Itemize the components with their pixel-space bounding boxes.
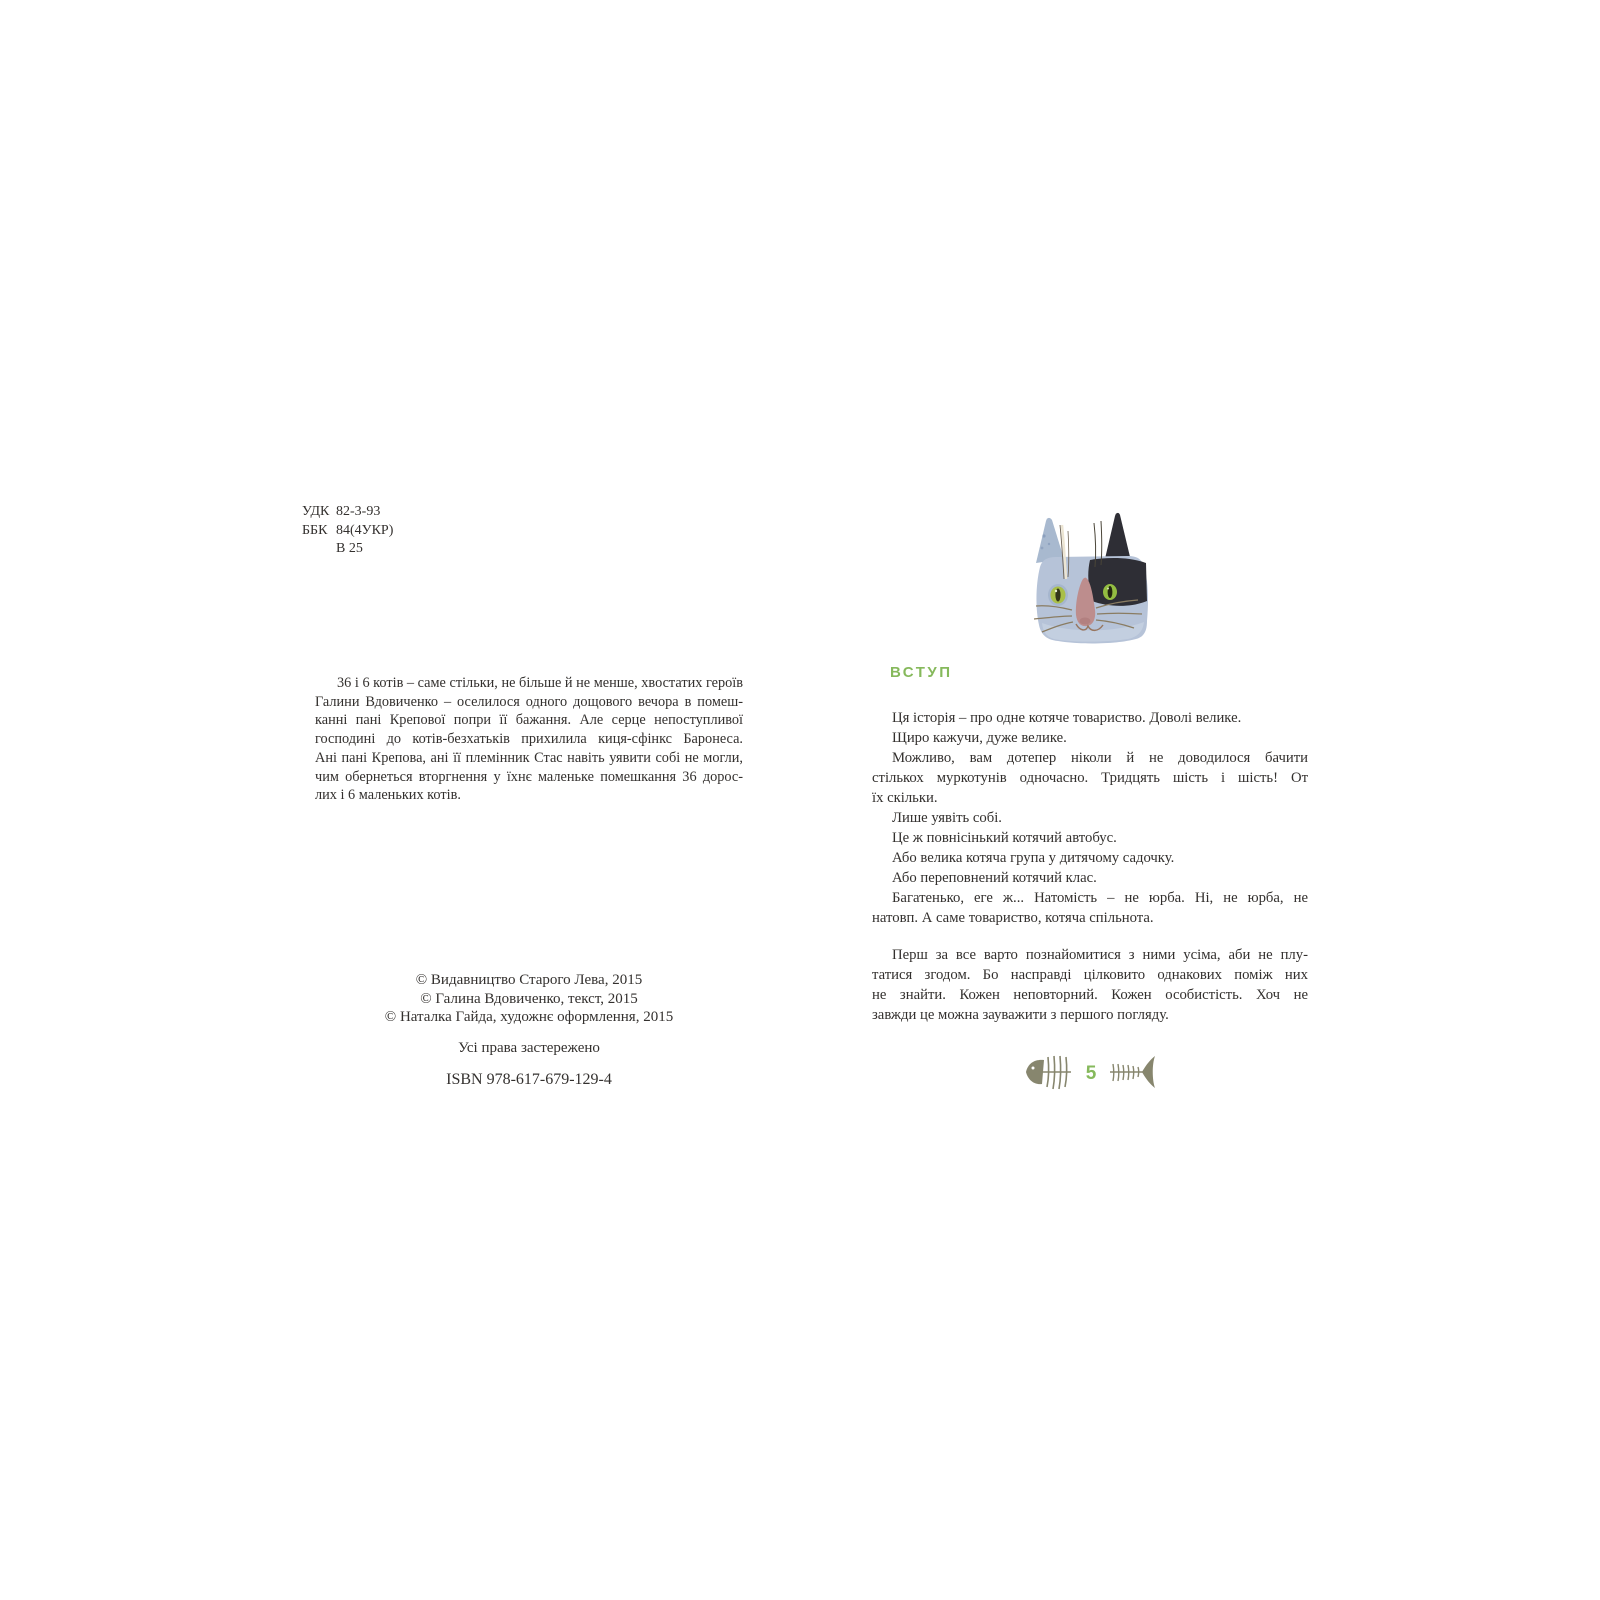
text-line: Лише уявіть собі. [892, 810, 1002, 826]
text-line: Ця історія – про одне котяче товариство. Доволі велике. [892, 710, 1242, 726]
fish-skeleton-left-icon [1023, 1051, 1073, 1093]
page-footer [872, 1051, 1308, 1093]
chapter-heading: ВСТУП [890, 664, 953, 681]
rights-reserved: Усі права застережено [458, 1039, 600, 1056]
fish-skeleton-right-icon [1109, 1051, 1157, 1093]
catalog-codes [302, 503, 393, 559]
text-line: Можливо, вам дотепер ніколи й не доводилося бачити [892, 750, 1308, 766]
text-line: господині до котів-безхатьків прихилила киця-сфінкс Баронеса. [315, 731, 743, 748]
text-line: Щиро кажучи, дуже велике. [892, 730, 1067, 746]
text-line: їх скільки. [872, 790, 938, 806]
copyright-line: © Наталка Гайда, художнє оформлення, 2015 [384, 1009, 674, 1025]
text-line: не знайти. Кожен неповторний. Кожен особистість. Хоч не [872, 987, 1308, 1003]
catalog-label: ББК [302, 522, 328, 538]
copyright-line: © Галина Вдовиченко, текст, 2015 [420, 990, 638, 1007]
copyright-block [315, 971, 743, 1090]
intro-text [872, 708, 1308, 1025]
text-line: завжди це можна зауважити з першого погляду. [872, 1007, 1169, 1023]
text-line: Або переповнений котячий клас. [892, 870, 1097, 886]
cat-head-icon [1030, 511, 1152, 645]
text-line: Галини Вдовиченко – оселилося одного дощового вечора в помеш- [315, 693, 743, 710]
catalog-label: УДК [302, 504, 330, 519]
copyright-line: © Видавництво Старого Лева, 2015 [415, 972, 643, 988]
isbn: ISBN 978-617-679-129-4 [446, 1071, 612, 1088]
text-line: стількох муркотунів одночасно. Тридцять шість і шість! От [872, 770, 1308, 786]
catalog-value: 82-3-93 [336, 504, 381, 519]
cat-head-illustration [1030, 511, 1152, 650]
text-line: чим обернеться вторгнення у їхнє маленьке помешкання 36 дорос- [315, 768, 743, 785]
text-line: канні пані Крепової попри її бажання. Але серце непоступливої [315, 712, 743, 729]
text-line: натовп. А саме товариство, котяча спільнота. [872, 910, 1154, 926]
catalog-row [302, 503, 393, 522]
text-line: Перш за все варто познайомитися з ними усіма, аби не плу- [892, 947, 1308, 963]
text-line: татися згодом. Бо насправді цілковито однакових поміж них [872, 967, 1308, 983]
copyright-lines [315, 971, 743, 1027]
text-line: Багатенько, еге ж... Натомість – не юрба. Ні, не юрба, не [892, 890, 1308, 906]
annotation-paragraph [315, 674, 743, 805]
catalog-value: В 25 [336, 541, 363, 556]
text-line: лих і 6 маленьких котів. [315, 787, 461, 804]
catalog-value: 84(4УКР) [336, 522, 394, 538]
text-line: Або велика котяча група у дитячому садочку. [892, 850, 1175, 866]
catalog-row [302, 540, 393, 559]
text-line: Це ж повнісінький котячий автобус. [892, 830, 1117, 846]
catalog-row [302, 522, 393, 541]
text-line: 36 і 6 котів – саме стільки, не більше й не менше, хвостатих героїв [337, 675, 743, 691]
page-number: 5 [1085, 1062, 1097, 1084]
text-line: Ані пані Крепова, ані її племінник Стас навіть уявити собі не могли, [315, 749, 743, 766]
